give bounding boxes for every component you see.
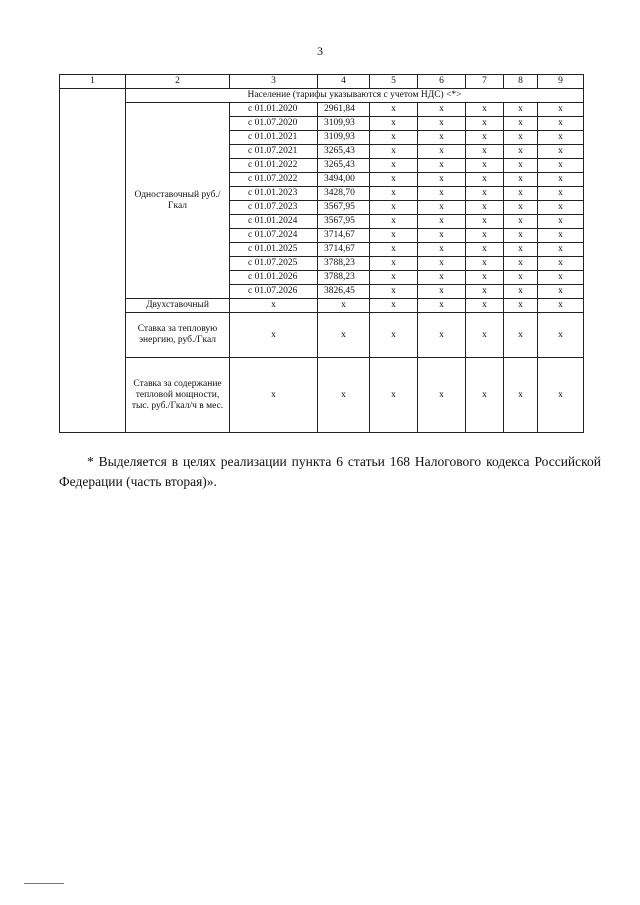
x-cell: х: [538, 173, 584, 187]
tariff-value-cell: 3567,95: [318, 215, 370, 229]
x-cell: х: [466, 299, 504, 313]
capacity-label: Ставка за содержание тепловой мощности, тыс. руб./Гкал/ч в мес.: [126, 358, 230, 433]
x-cell: х: [466, 173, 504, 187]
tariff-value-cell: 3109,93: [318, 131, 370, 145]
period-cell: с 01.07.2021: [230, 145, 318, 159]
tariff-value-cell: 3788,23: [318, 271, 370, 285]
x-cell: х: [370, 131, 418, 145]
period-cell: с 01.01.2020: [230, 103, 318, 117]
x-cell: х: [230, 358, 318, 433]
x-cell: х: [538, 145, 584, 159]
x-cell: х: [370, 257, 418, 271]
header-row: [60, 75, 584, 89]
tariff-value-cell: 3265,43: [318, 145, 370, 159]
x-cell: х: [230, 299, 318, 313]
tariff-value-cell: 3826,45: [318, 285, 370, 299]
x-cell: х: [504, 299, 538, 313]
x-cell: х: [418, 215, 466, 229]
x-cell: х: [418, 201, 466, 215]
x-cell: х: [370, 159, 418, 173]
period-cell: с 01.07.2024: [230, 229, 318, 243]
period-cell: с 01.01.2023: [230, 187, 318, 201]
period-cell: с 01.07.2023: [230, 201, 318, 215]
header-cell-7: 7: [466, 75, 504, 89]
x-cell: х: [504, 117, 538, 131]
x-cell: х: [466, 187, 504, 201]
table-body: [60, 75, 584, 433]
x-cell: х: [230, 313, 318, 358]
x-cell: х: [504, 285, 538, 299]
x-cell: х: [466, 285, 504, 299]
header-cell-8: 8: [504, 75, 538, 89]
header-cell-5: 5: [370, 75, 418, 89]
x-cell: х: [538, 159, 584, 173]
x-cell: х: [318, 299, 370, 313]
x-cell: х: [466, 243, 504, 257]
page-number: 3: [317, 44, 323, 58]
x-cell: х: [370, 103, 418, 117]
period-cell: с 01.01.2022: [230, 159, 318, 173]
x-cell: х: [370, 187, 418, 201]
x-cell: х: [466, 145, 504, 159]
tariff-value-cell: 3567,95: [318, 201, 370, 215]
two-rate-label: Двухставочный: [126, 299, 230, 313]
header-cell-1: 1: [60, 75, 126, 89]
tariff-value-cell: 2961,84: [318, 103, 370, 117]
x-cell: х: [418, 159, 466, 173]
capacity-row: [60, 358, 584, 433]
x-cell: х: [466, 313, 504, 358]
x-cell: х: [538, 358, 584, 433]
x-cell: х: [504, 131, 538, 145]
x-cell: х: [370, 145, 418, 159]
x-cell: х: [538, 257, 584, 271]
x-cell: х: [418, 285, 466, 299]
period-cell: с 01.07.2026: [230, 285, 318, 299]
x-cell: х: [504, 145, 538, 159]
x-cell: х: [418, 243, 466, 257]
x-cell: х: [466, 358, 504, 433]
x-cell: х: [466, 271, 504, 285]
x-cell: х: [318, 358, 370, 433]
tariff-value-cell: 3265,43: [318, 159, 370, 173]
x-cell: х: [370, 117, 418, 131]
x-cell: х: [538, 187, 584, 201]
period-cell: с 01.07.2025: [230, 257, 318, 271]
x-cell: х: [538, 103, 584, 117]
x-cell: х: [418, 187, 466, 201]
x-cell: х: [466, 215, 504, 229]
x-cell: х: [538, 117, 584, 131]
period-cell: с 01.07.2022: [230, 173, 318, 187]
x-cell: х: [370, 358, 418, 433]
x-cell: х: [538, 243, 584, 257]
x-cell: х: [504, 103, 538, 117]
x-cell: х: [504, 173, 538, 187]
x-cell: х: [418, 145, 466, 159]
x-cell: х: [504, 201, 538, 215]
x-cell: х: [370, 285, 418, 299]
heat-energy-label: Ставка за тепловую энергию, руб./Гкал: [126, 313, 230, 358]
period-cell: с 01.07.2020: [230, 117, 318, 131]
x-cell: х: [370, 313, 418, 358]
corner-line: [24, 883, 64, 884]
x-cell: х: [418, 271, 466, 285]
x-cell: х: [504, 257, 538, 271]
x-cell: х: [370, 173, 418, 187]
tariff-value-cell: 3788,23: [318, 257, 370, 271]
x-cell: х: [418, 173, 466, 187]
x-cell: х: [370, 229, 418, 243]
period-cell: с 01.01.2026: [230, 271, 318, 285]
tariff-value-cell: 3714,67: [318, 229, 370, 243]
x-cell: х: [418, 229, 466, 243]
x-cell: х: [538, 299, 584, 313]
x-cell: х: [466, 131, 504, 145]
col1-group-cell: [60, 89, 126, 433]
x-cell: х: [318, 313, 370, 358]
period-cell: с 01.01.2025: [230, 243, 318, 257]
header-cell-4: 4: [318, 75, 370, 89]
x-cell: х: [538, 271, 584, 285]
x-cell: х: [466, 103, 504, 117]
x-cell: х: [370, 215, 418, 229]
x-cell: х: [466, 159, 504, 173]
x-cell: х: [504, 229, 538, 243]
x-cell: х: [504, 243, 538, 257]
header-cell-2: 2: [126, 75, 230, 89]
period-cell: с 01.01.2024: [230, 215, 318, 229]
section-title: Население (тарифы указываются с учетом НДС) <*>: [126, 89, 584, 103]
x-cell: х: [418, 103, 466, 117]
x-cell: х: [538, 229, 584, 243]
table-row: [60, 103, 584, 117]
single-rate-label: Одноставочный руб./Гкал: [126, 103, 230, 299]
two-rate-row: [60, 299, 584, 313]
footnote: * Выделяется в целях реализации пункта 6 статьи 168 Налогового кодекса Российской Федерации (часть вторая)».: [59, 454, 601, 489]
x-cell: х: [504, 313, 538, 358]
x-cell: х: [466, 229, 504, 243]
x-cell: х: [538, 201, 584, 215]
x-cell: х: [370, 201, 418, 215]
x-cell: х: [466, 201, 504, 215]
x-cell: х: [370, 299, 418, 313]
x-cell: х: [538, 215, 584, 229]
header-cell-6: 6: [418, 75, 466, 89]
x-cell: х: [418, 358, 466, 433]
tariff-value-cell: 3714,67: [318, 243, 370, 257]
x-cell: х: [466, 257, 504, 271]
header-cell-9: 9: [538, 75, 584, 89]
tariff-table: [59, 74, 584, 433]
x-cell: х: [466, 117, 504, 131]
x-cell: х: [418, 299, 466, 313]
x-cell: х: [418, 257, 466, 271]
tariff-value-cell: 3494,00: [318, 173, 370, 187]
x-cell: х: [538, 285, 584, 299]
x-cell: х: [538, 131, 584, 145]
section-title-row: [60, 89, 584, 103]
x-cell: х: [370, 271, 418, 285]
x-cell: х: [504, 159, 538, 173]
tariff-value-cell: 3428,70: [318, 187, 370, 201]
x-cell: х: [504, 187, 538, 201]
period-cell: с 01.01.2021: [230, 131, 318, 145]
x-cell: х: [418, 131, 466, 145]
x-cell: х: [504, 358, 538, 433]
tariff-value-cell: 3109,93: [318, 117, 370, 131]
x-cell: х: [504, 215, 538, 229]
x-cell: х: [538, 313, 584, 358]
x-cell: х: [418, 117, 466, 131]
x-cell: х: [418, 313, 466, 358]
header-cell-3: 3: [230, 75, 318, 89]
x-cell: х: [504, 271, 538, 285]
heat-energy-row: [60, 313, 584, 358]
x-cell: х: [370, 243, 418, 257]
